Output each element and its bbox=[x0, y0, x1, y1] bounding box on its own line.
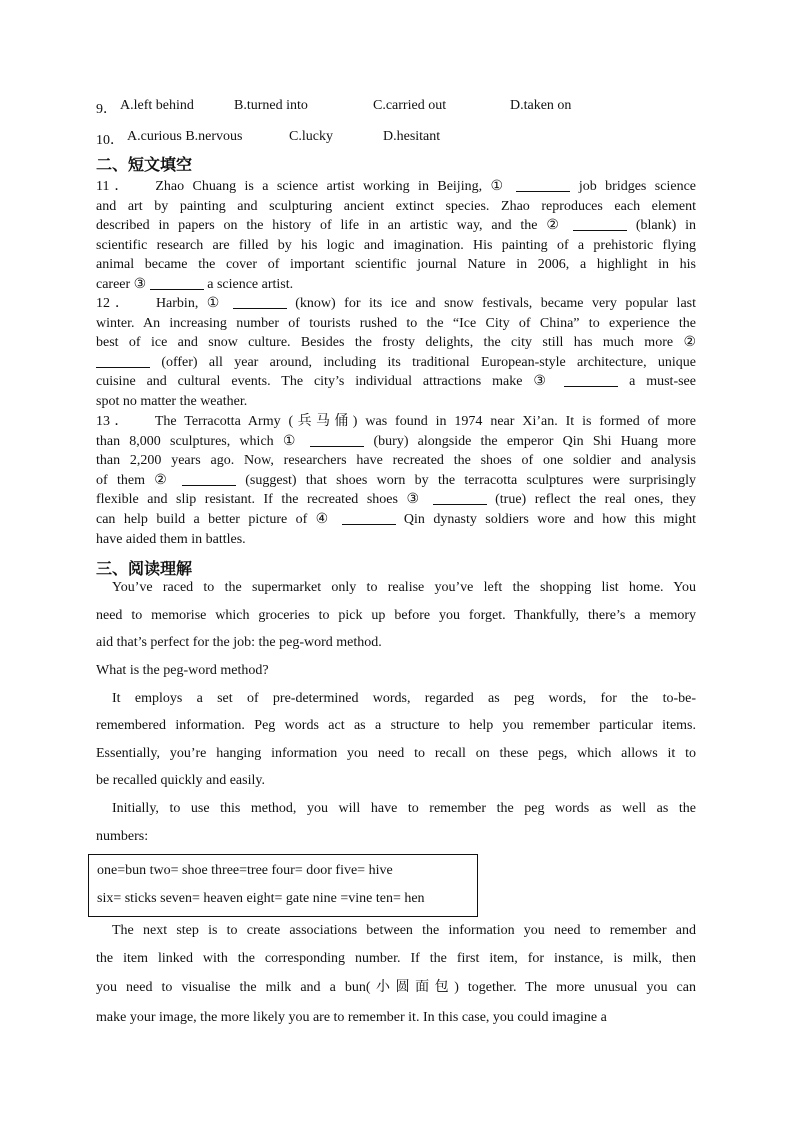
passage-line bbox=[96, 471, 696, 491]
passage-text: Qin dynasty soldiers wore and how this might bbox=[395, 512, 696, 527]
option-d: D.taken on bbox=[510, 98, 572, 113]
option-b: B.turned into bbox=[234, 98, 308, 113]
option-ab: A.curious B.nervous bbox=[127, 129, 243, 144]
passage-text: (know) for its ice and snow festivals, became very popular last bbox=[286, 296, 696, 311]
answer-blank[interactable] bbox=[342, 510, 396, 525]
answer-blank[interactable] bbox=[150, 275, 204, 290]
passage-text: and art by painting and sculpturing ancient extinct species. Zhao reproduces each element bbox=[96, 198, 696, 214]
reading-line: Essentially, you’re hanging information you need to recall on these pegs, which allows it to bbox=[96, 746, 696, 761]
passage-text: (true) reflect the real ones, they bbox=[486, 492, 696, 508]
answer-blank[interactable] bbox=[564, 372, 618, 387]
answer-blank[interactable] bbox=[516, 177, 570, 192]
passage-line bbox=[96, 197, 696, 217]
passage-text: have aided them in battles. bbox=[96, 531, 246, 547]
reading-line: It employs a set of pre-determined words, regarded as peg words, for the to-be- bbox=[112, 691, 696, 706]
answer-blank[interactable] bbox=[182, 471, 236, 486]
passage-line bbox=[96, 372, 696, 392]
option-d: D.hesitant bbox=[383, 129, 441, 144]
passage-text: animal became the cover of important scientific journal Nature in 2006, a highlight in his bbox=[96, 257, 696, 273]
question-10 bbox=[0, 129, 794, 149]
reading-line: need to memorise which groceries to pick up before you forget. Thankfully, there’s a memory bbox=[96, 608, 696, 623]
reading-line: aid that’s perfect for the job: the peg-word method. bbox=[96, 635, 382, 650]
passage-line bbox=[96, 530, 696, 550]
reading-line: be recalled quickly and easily. bbox=[96, 773, 265, 788]
passage-line bbox=[96, 353, 696, 373]
answer-blank[interactable] bbox=[433, 490, 487, 505]
reading-line: numbers: bbox=[96, 829, 149, 844]
passage-line bbox=[96, 236, 696, 256]
section-heading-short-passage: 二、短文填空 bbox=[96, 155, 193, 174]
passage-line bbox=[96, 294, 696, 314]
reading-line: The next step is to create associations between the information you need to remember and bbox=[112, 923, 696, 938]
reading-line: You’ve raced to the supermarket only to realise you’ve left the shopping list home. You bbox=[112, 580, 696, 595]
reading-line: Initially, to use this method, you will have to remember the peg words as well as the bbox=[112, 801, 696, 816]
question-9 bbox=[0, 98, 794, 118]
passage-text: Zhao Chuang is a science artist working in Beijing, ① bbox=[155, 179, 517, 194]
reading-subheading: What is the peg-word method? bbox=[96, 663, 269, 678]
passage-text: than 2,200 years ago. Now, researchers have recreated the shoes of one soldier and analysis bbox=[96, 453, 696, 469]
passage-line bbox=[96, 490, 696, 510]
peg-word-row: six= sticks seven= heaven eight= gate nine =vine ten= hen bbox=[97, 891, 425, 906]
question-number: 9． bbox=[96, 102, 117, 117]
option-c: C.lucky bbox=[289, 129, 333, 144]
question-number: 10． bbox=[96, 133, 124, 148]
answer-blank[interactable] bbox=[310, 432, 364, 447]
passage-line bbox=[96, 314, 696, 334]
passage-text: can help build a better picture of ④ bbox=[96, 512, 342, 527]
option-c: C.carried out bbox=[373, 98, 447, 113]
passage-text: scientific research are filled by his logic and imagination. His painting of a prehistoric flying bbox=[96, 237, 696, 253]
passage-line bbox=[96, 333, 696, 353]
answer-blank[interactable] bbox=[96, 353, 150, 368]
reading-line: make your image, the more likely you are to remember it. In this case, you could imagine a bbox=[96, 1010, 607, 1025]
passage-text: described in papers on the history of life in an artistic way, and the ② bbox=[96, 218, 574, 234]
passage-line bbox=[96, 255, 696, 275]
passage-text: cuisine and cultural events. The city’s individual attractions make ③ bbox=[96, 374, 565, 390]
passage-text: The Terracotta Army (兵马俑) was found in 1974 near Xi’an. It is formed of more bbox=[154, 414, 697, 429]
answer-blank[interactable] bbox=[233, 294, 287, 309]
passage-text: of them ② bbox=[96, 472, 182, 488]
passage-text: Harbin, ① bbox=[155, 296, 233, 311]
passage-text: (offer) all year around, including its traditional European-style architecture, unique bbox=[150, 354, 696, 370]
reading-line: remembered information. Peg words act as a structure to help you remember particular items. bbox=[96, 718, 696, 733]
passage-text: flexible and slip resistant. If the recreated shoes ③ bbox=[96, 492, 433, 508]
passage-text: spot no matter the weather. bbox=[96, 394, 248, 409]
passage-text: best of ice and snow culture. Besides the frosty delights, the city still has much more ② bbox=[96, 335, 696, 351]
question-number: 11． bbox=[96, 179, 134, 194]
passage-text: than 8,000 sculptures, which ① bbox=[96, 433, 311, 449]
passage-text: (blank) in bbox=[627, 218, 696, 234]
reading-line: the item linked with the corresponding number. If the first item, for instance, is milk, then bbox=[96, 951, 696, 966]
passage-text: winter. An increasing number of tourists rushed to the “Ice City of China” to experience the bbox=[96, 315, 696, 331]
peg-word-row: one=bun two= shoe three=tree four= door five= hive bbox=[97, 863, 393, 878]
passage-text: job bridges science bbox=[570, 179, 696, 194]
passage-line bbox=[96, 216, 696, 236]
passage-text: (bury) alongside the emperor Qin Shi Huang more bbox=[364, 433, 696, 449]
passage-text: (suggest) that shoes worn by the terracotta sculptures were surprisingly bbox=[235, 472, 696, 488]
section-heading-reading: 三、阅读理解 bbox=[96, 559, 193, 578]
passage-line bbox=[96, 432, 696, 452]
passage-text: career ③ bbox=[96, 277, 150, 292]
passage-text: a must-see bbox=[618, 374, 696, 390]
passage-line bbox=[96, 510, 696, 530]
question-number: 12． bbox=[96, 296, 134, 311]
question-number: 13． bbox=[96, 414, 133, 429]
passage-line bbox=[96, 451, 696, 471]
option-a: A.left behind bbox=[120, 98, 194, 113]
passage-text: a science artist. bbox=[203, 277, 294, 292]
passage-line bbox=[96, 412, 696, 432]
passage-line bbox=[96, 275, 696, 295]
peg-word-table bbox=[88, 854, 478, 917]
passage-line bbox=[96, 177, 696, 197]
answer-blank[interactable] bbox=[573, 216, 627, 231]
passage-line bbox=[96, 392, 696, 412]
reading-line: you need to visualise the milk and a bun(小圆面包) together. The more unusual you can bbox=[96, 980, 696, 995]
